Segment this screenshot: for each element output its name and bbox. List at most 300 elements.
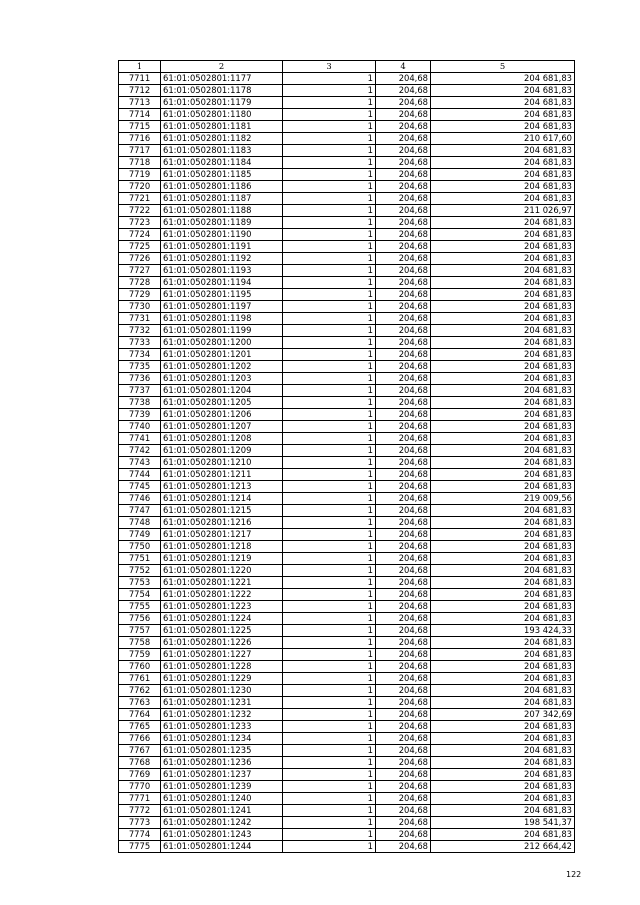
area-cell: 204,68 [376,217,431,229]
cost-cell: 204 681,83 [431,481,575,493]
table-row [119,529,575,541]
cost-cell: 204 681,83 [431,277,575,289]
table-row [119,709,575,721]
row-number-cell: 7717 [119,145,161,157]
table-row [119,469,575,481]
row-number-cell: 7734 [119,349,161,361]
area-cell: 204,68 [376,709,431,721]
table-row [119,121,575,133]
table-row [119,325,575,337]
area-cell: 204,68 [376,73,431,85]
quantity-cell: 1 [283,457,376,469]
cost-cell: 204 681,83 [431,721,575,733]
cost-cell: 204 681,83 [431,589,575,601]
area-cell: 204,68 [376,649,431,661]
table-row [119,349,575,361]
quantity-cell: 1 [283,709,376,721]
quantity-cell: 1 [283,637,376,649]
row-number-cell: 7775 [119,841,161,853]
table-row [119,361,575,373]
table-row [119,757,575,769]
table-row [119,601,575,613]
table-row [119,505,575,517]
cadastral-number-cell: 61:01:0502801:1195 [161,289,283,301]
quantity-cell: 1 [283,793,376,805]
table-row [119,217,575,229]
row-number-cell: 7711 [119,73,161,85]
row-number-cell: 7729 [119,289,161,301]
area-cell: 204,68 [376,421,431,433]
row-number-cell: 7714 [119,109,161,121]
row-number-cell: 7732 [119,325,161,337]
cadastral-number-cell: 61:01:0502801:1226 [161,637,283,649]
table-row [119,541,575,553]
quantity-cell: 1 [283,301,376,313]
cadastral-number-cell: 61:01:0502801:1183 [161,145,283,157]
row-number-cell: 7720 [119,181,161,193]
area-cell: 204,68 [376,193,431,205]
cadastral-number-cell: 61:01:0502801:1237 [161,769,283,781]
cadastral-number-cell: 61:01:0502801:1204 [161,385,283,397]
column-header-4: 4 [376,61,431,73]
row-number-cell: 7735 [119,361,161,373]
row-number-cell: 7724 [119,229,161,241]
table-row [119,205,575,217]
area-cell: 204,68 [376,781,431,793]
table-row [119,793,575,805]
quantity-cell: 1 [283,697,376,709]
cost-cell: 204 681,83 [431,409,575,421]
area-cell: 204,68 [376,577,431,589]
quantity-cell: 1 [283,757,376,769]
area-cell: 204,68 [376,121,431,133]
cost-cell: 204 681,83 [431,445,575,457]
cost-cell: 204 681,83 [431,349,575,361]
table-row [119,769,575,781]
cost-cell: 204 681,83 [431,181,575,193]
table-row [119,589,575,601]
row-number-cell: 7761 [119,673,161,685]
row-number-cell: 7743 [119,457,161,469]
cost-cell: 204 681,83 [431,565,575,577]
table-row [119,385,575,397]
cadastral-number-cell: 61:01:0502801:1220 [161,565,283,577]
quantity-cell: 1 [283,625,376,637]
quantity-cell: 1 [283,493,376,505]
quantity-cell: 1 [283,181,376,193]
area-cell: 204,68 [376,517,431,529]
area-cell: 204,68 [376,145,431,157]
area-cell: 204,68 [376,661,431,673]
area-cell: 204,68 [376,301,431,313]
column-header-1: 1 [119,61,161,73]
row-number-cell: 7744 [119,469,161,481]
area-cell: 204,68 [376,505,431,517]
area-cell: 204,68 [376,697,431,709]
cadastral-number-cell: 61:01:0502801:1179 [161,97,283,109]
cost-cell: 204 681,83 [431,745,575,757]
cadastral-number-cell: 61:01:0502801:1206 [161,409,283,421]
cadastral-number-cell: 61:01:0502801:1182 [161,133,283,145]
row-number-cell: 7751 [119,553,161,565]
area-cell: 204,68 [376,673,431,685]
quantity-cell: 1 [283,205,376,217]
cost-cell: 204 681,83 [431,457,575,469]
area-cell: 204,68 [376,625,431,637]
row-number-cell: 7757 [119,625,161,637]
cost-cell: 204 681,83 [431,421,575,433]
cost-cell: 207 342,69 [431,709,575,721]
cadastral-number-cell: 61:01:0502801:1232 [161,709,283,721]
row-number-cell: 7770 [119,781,161,793]
quantity-cell: 1 [283,229,376,241]
cadastral-number-cell: 61:01:0502801:1241 [161,805,283,817]
cost-cell: 210 617,60 [431,133,575,145]
row-number-cell: 7764 [119,709,161,721]
area-cell: 204,68 [376,745,431,757]
row-number-cell: 7712 [119,85,161,97]
cadastral-number-cell: 61:01:0502801:1219 [161,553,283,565]
quantity-cell: 1 [283,613,376,625]
quantity-cell: 1 [283,661,376,673]
cadastral-number-cell: 61:01:0502801:1234 [161,733,283,745]
table-row [119,481,575,493]
table-row [119,565,575,577]
table-row [119,145,575,157]
column-header-5: 5 [431,61,575,73]
quantity-cell: 1 [283,445,376,457]
cadastral-number-cell: 61:01:0502801:1244 [161,841,283,853]
row-number-cell: 7750 [119,541,161,553]
cadastral-number-cell: 61:01:0502801:1221 [161,577,283,589]
quantity-cell: 1 [283,133,376,145]
cadastral-number-cell: 61:01:0502801:1186 [161,181,283,193]
quantity-cell: 1 [283,601,376,613]
row-number-cell: 7752 [119,565,161,577]
cost-cell: 204 681,83 [431,577,575,589]
table-row [119,277,575,289]
quantity-cell: 1 [283,289,376,301]
cadastral-number-cell: 61:01:0502801:1210 [161,457,283,469]
area-cell: 204,68 [376,109,431,121]
cost-cell: 204 681,83 [431,661,575,673]
area-cell: 204,68 [376,481,431,493]
quantity-cell: 1 [283,829,376,841]
area-cell: 204,68 [376,565,431,577]
area-cell: 204,68 [376,541,431,553]
cadastral-number-cell: 61:01:0502801:1235 [161,745,283,757]
table-row [119,109,575,121]
row-number-cell: 7760 [119,661,161,673]
cadastral-number-cell: 61:01:0502801:1201 [161,349,283,361]
cadastral-number-cell: 61:01:0502801:1177 [161,73,283,85]
area-cell: 204,68 [376,769,431,781]
cadastral-number-cell: 61:01:0502801:1224 [161,613,283,625]
area-cell: 204,68 [376,409,431,421]
row-number-cell: 7774 [119,829,161,841]
cost-cell: 204 681,83 [431,241,575,253]
cost-cell: 204 681,83 [431,781,575,793]
area-cell: 204,68 [376,265,431,277]
table-row [119,517,575,529]
row-number-cell: 7736 [119,373,161,385]
area-cell: 204,68 [376,757,431,769]
table-row [119,673,575,685]
table-row [119,817,575,829]
row-number-cell: 7746 [119,493,161,505]
cost-cell: 204 681,83 [431,85,575,97]
area-cell: 204,68 [376,157,431,169]
area-cell: 204,68 [376,205,431,217]
cadastral-number-cell: 61:01:0502801:1178 [161,85,283,97]
cost-cell: 204 681,83 [431,613,575,625]
area-cell: 204,68 [376,817,431,829]
cost-cell: 204 681,83 [431,289,575,301]
area-cell: 204,68 [376,85,431,97]
quantity-cell: 1 [283,253,376,265]
cadastral-number-cell: 61:01:0502801:1189 [161,217,283,229]
quantity-cell: 1 [283,397,376,409]
row-number-cell: 7730 [119,301,161,313]
quantity-cell: 1 [283,277,376,289]
table-row [119,685,575,697]
cadastral-number-cell: 61:01:0502801:1217 [161,529,283,541]
cost-cell: 204 681,83 [431,541,575,553]
quantity-cell: 1 [283,73,376,85]
cadastral-number-cell: 61:01:0502801:1243 [161,829,283,841]
quantity-cell: 1 [283,121,376,133]
cost-cell: 204 681,83 [431,733,575,745]
cadastral-number-cell: 61:01:0502801:1233 [161,721,283,733]
table-row [119,97,575,109]
area-cell: 204,68 [376,133,431,145]
cost-cell: 204 681,83 [431,157,575,169]
area-cell: 204,68 [376,181,431,193]
cadastral-number-cell: 61:01:0502801:1191 [161,241,283,253]
row-number-cell: 7731 [119,313,161,325]
row-number-cell: 7715 [119,121,161,133]
cost-cell: 204 681,83 [431,769,575,781]
quantity-cell: 1 [283,433,376,445]
table-row [119,133,575,145]
table-row [119,157,575,169]
cadastral-number-cell: 61:01:0502801:1187 [161,193,283,205]
cadastral-number-cell: 61:01:0502801:1218 [161,541,283,553]
area-cell: 204,68 [376,829,431,841]
cost-cell: 204 681,83 [431,757,575,769]
table-body [119,73,575,853]
quantity-cell: 1 [283,685,376,697]
row-number-cell: 7727 [119,265,161,277]
row-number-cell: 7772 [119,805,161,817]
quantity-cell: 1 [283,385,376,397]
cost-cell: 204 681,83 [431,529,575,541]
cadastral-number-cell: 61:01:0502801:1225 [161,625,283,637]
area-cell: 204,68 [376,241,431,253]
quantity-cell: 1 [283,733,376,745]
area-cell: 204,68 [376,805,431,817]
row-number-cell: 7754 [119,589,161,601]
row-number-cell: 7771 [119,793,161,805]
quantity-cell: 1 [283,421,376,433]
cost-cell: 204 681,83 [431,433,575,445]
area-cell: 204,68 [376,229,431,241]
area-cell: 204,68 [376,469,431,481]
table-row [119,85,575,97]
table-row [119,721,575,733]
cost-cell: 204 681,83 [431,385,575,397]
cost-cell: 212 664,42 [431,841,575,853]
row-number-cell: 7722 [119,205,161,217]
cost-cell: 204 681,83 [431,685,575,697]
quantity-cell: 1 [283,589,376,601]
cadastral-number-cell: 61:01:0502801:1228 [161,661,283,673]
cost-cell: 204 681,83 [431,637,575,649]
row-number-cell: 7738 [119,397,161,409]
cadastral-number-cell: 61:01:0502801:1193 [161,265,283,277]
cadastral-number-cell: 61:01:0502801:1209 [161,445,283,457]
cadastral-number-cell: 61:01:0502801:1180 [161,109,283,121]
cost-cell: 204 681,83 [431,505,575,517]
quantity-cell: 1 [283,349,376,361]
row-number-cell: 7766 [119,733,161,745]
quantity-cell: 1 [283,841,376,853]
table-row [119,577,575,589]
area-cell: 204,68 [376,493,431,505]
table-row [119,697,575,709]
row-number-cell: 7747 [119,505,161,517]
area-cell: 204,68 [376,793,431,805]
row-number-cell: 7726 [119,253,161,265]
table-row [119,241,575,253]
table-row [119,337,575,349]
quantity-cell: 1 [283,325,376,337]
area-cell: 204,68 [376,529,431,541]
row-number-cell: 7767 [119,745,161,757]
quantity-cell: 1 [283,805,376,817]
cadastral-number-cell: 61:01:0502801:1199 [161,325,283,337]
area-cell: 204,68 [376,337,431,349]
table-row [119,373,575,385]
area-cell: 204,68 [376,445,431,457]
area-cell: 204,68 [376,841,431,853]
row-number-cell: 7719 [119,169,161,181]
table-row [119,649,575,661]
cadastral-number-cell: 61:01:0502801:1197 [161,301,283,313]
row-number-cell: 7740 [119,421,161,433]
quantity-cell: 1 [283,313,376,325]
quantity-cell: 1 [283,169,376,181]
table-row [119,733,575,745]
cost-cell: 204 681,83 [431,805,575,817]
quantity-cell: 1 [283,505,376,517]
quantity-cell: 1 [283,577,376,589]
cost-cell: 204 681,83 [431,553,575,565]
area-cell: 204,68 [376,97,431,109]
cost-cell: 204 681,83 [431,109,575,121]
row-number-cell: 7741 [119,433,161,445]
table-row [119,661,575,673]
column-header-3: 3 [283,61,376,73]
cadastral-number-cell: 61:01:0502801:1198 [161,313,283,325]
cost-cell: 211 026,97 [431,205,575,217]
row-number-cell: 7755 [119,601,161,613]
quantity-cell: 1 [283,193,376,205]
cadastral-number-cell: 61:01:0502801:1202 [161,361,283,373]
cadastral-number-cell: 61:01:0502801:1211 [161,469,283,481]
row-number-cell: 7769 [119,769,161,781]
cost-cell: 204 681,83 [431,97,575,109]
table-row [119,397,575,409]
area-cell: 204,68 [376,373,431,385]
cadastral-number-cell: 61:01:0502801:1213 [161,481,283,493]
row-number-cell: 7756 [119,613,161,625]
area-cell: 204,68 [376,277,431,289]
quantity-cell: 1 [283,481,376,493]
table-row [119,493,575,505]
area-cell: 204,68 [376,385,431,397]
table-row [119,637,575,649]
area-cell: 204,68 [376,169,431,181]
cadastral-number-cell: 61:01:0502801:1184 [161,157,283,169]
cadastral-number-cell: 61:01:0502801:1207 [161,421,283,433]
cadastral-number-cell: 61:01:0502801:1216 [161,517,283,529]
row-number-cell: 7762 [119,685,161,697]
area-cell: 204,68 [376,433,431,445]
row-number-cell: 7716 [119,133,161,145]
cost-cell: 204 681,83 [431,601,575,613]
cost-cell: 204 681,83 [431,373,575,385]
table-row [119,445,575,457]
quantity-cell: 1 [283,517,376,529]
table-row [119,421,575,433]
table-row [119,781,575,793]
table-row [119,409,575,421]
area-cell: 204,68 [376,313,431,325]
cost-cell: 204 681,83 [431,145,575,157]
row-number-cell: 7758 [119,637,161,649]
cost-cell: 204 681,83 [431,517,575,529]
quantity-cell: 1 [283,781,376,793]
quantity-cell: 1 [283,109,376,121]
table-row [119,625,575,637]
cost-cell: 204 681,83 [431,793,575,805]
table-row [119,181,575,193]
quantity-cell: 1 [283,529,376,541]
cadastral-number-cell: 61:01:0502801:1231 [161,697,283,709]
table-row [119,169,575,181]
quantity-cell: 1 [283,553,376,565]
cost-cell: 204 681,83 [431,697,575,709]
quantity-cell: 1 [283,337,376,349]
row-number-cell: 7749 [119,529,161,541]
cost-cell: 204 681,83 [431,265,575,277]
quantity-cell: 1 [283,673,376,685]
area-cell: 204,68 [376,721,431,733]
cost-cell: 204 681,83 [431,121,575,133]
table-row [119,553,575,565]
table-row [119,805,575,817]
row-number-cell: 7718 [119,157,161,169]
cost-cell: 204 681,83 [431,169,575,181]
table-row [119,841,575,853]
table-row [119,229,575,241]
cost-cell: 204 681,83 [431,193,575,205]
row-number-cell: 7737 [119,385,161,397]
cadastral-number-cell: 61:01:0502801:1203 [161,373,283,385]
cadastral-number-cell: 61:01:0502801:1200 [161,337,283,349]
table-row [119,457,575,469]
